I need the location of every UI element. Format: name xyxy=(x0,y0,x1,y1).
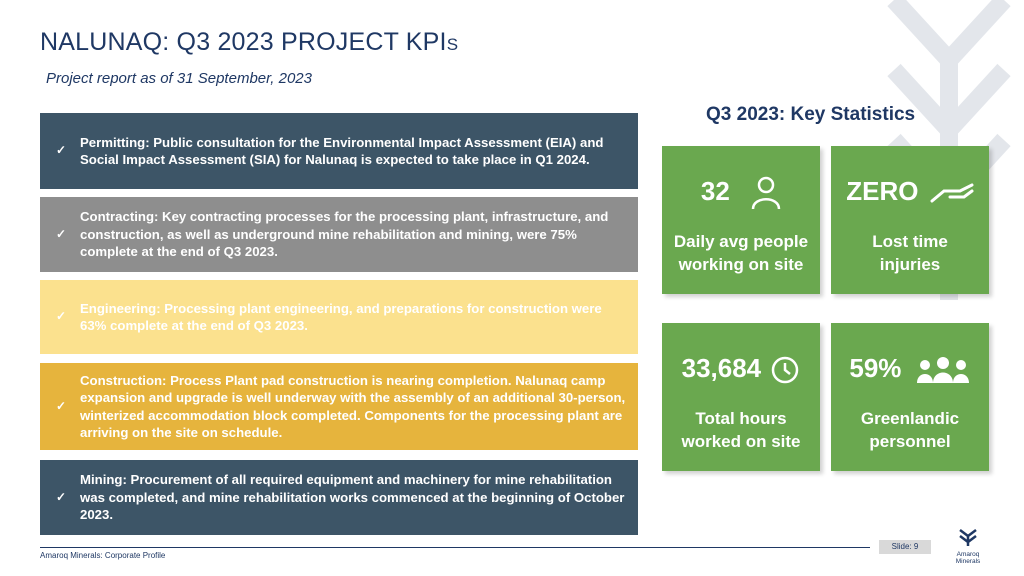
stat-label: Lost time injuries xyxy=(872,232,948,274)
panel-text: Engineering: Processing plant engineering, and preparations for construction were 63% complete at the end of Q3 2023. xyxy=(80,300,602,333)
stat-value: ZERO xyxy=(831,176,989,207)
slide-number: Slide: 9 xyxy=(879,540,931,554)
check-icon: ✓ xyxy=(56,143,67,158)
panel-contracting xyxy=(40,197,638,272)
stat-value: 33,684 xyxy=(662,353,820,385)
check-icon: ✓ xyxy=(56,489,67,504)
stats-title: Q3 2023: Key Statistics xyxy=(706,104,916,125)
panel-mining xyxy=(40,460,638,535)
check-icon: ✓ xyxy=(56,226,67,241)
group-icon xyxy=(915,355,971,385)
check-icon: ✓ xyxy=(56,398,67,413)
person-icon xyxy=(751,176,781,210)
stat-label: Greenlandic personnel xyxy=(860,409,960,451)
stat-value: 59% xyxy=(831,353,989,385)
footer-divider xyxy=(40,547,870,548)
panel-engineering xyxy=(40,280,638,354)
page-title: NALUNAQ: Q3 2023 PROJECT KPIS xyxy=(40,28,459,56)
clock-icon xyxy=(770,355,800,385)
panel-text: Mining: Procurement of all required equipment and machinery for mine rehabilitation was completed, and mine rehabilitation works commenced at the beginning of October 2023. xyxy=(80,472,625,523)
stat-label: Total hours worked on site xyxy=(681,409,801,451)
page-subtitle: Project report as of 31 September, 2023 xyxy=(46,70,312,87)
stat-card-daily-people xyxy=(662,146,820,294)
hand-icon xyxy=(930,181,974,205)
panel-permitting xyxy=(40,113,638,189)
stat-value: 32 xyxy=(662,176,820,210)
panel-text: Permitting: Public consultation for the Environmental Impact Assessment (EIA) and Social Impact Assessment (SIA) for Nalunaq is expected to take place in Q1 2024. xyxy=(80,134,604,167)
stat-card-greenlandic xyxy=(831,323,989,471)
check-icon: ✓ xyxy=(56,309,67,324)
stat-label: Daily avg people working on site xyxy=(673,232,809,274)
panel-text: Construction: Process Plant pad construction is nearing completion. Nalunaq camp expansion and upgrade is well underway with the assembly of an additional 30-person, winterized accommodation block completed. Components for the processing plant are arriving on the site on schedule. xyxy=(80,372,626,440)
footer-company: Amaroq Minerals: Corporate Profile xyxy=(40,551,166,560)
company-logo: Amaroq Minerals xyxy=(948,528,988,565)
stat-card-total-hours xyxy=(662,323,820,471)
stat-card-lost-time xyxy=(831,146,989,294)
panel-construction xyxy=(40,363,638,450)
panel-text: Contracting: Key contracting processes for the processing plant, infrastructure, and construction, as well as underground mine rehabilitation and mining, were 75% complete at the end of Q3 2023. xyxy=(80,209,609,260)
logo-icon xyxy=(958,528,978,546)
